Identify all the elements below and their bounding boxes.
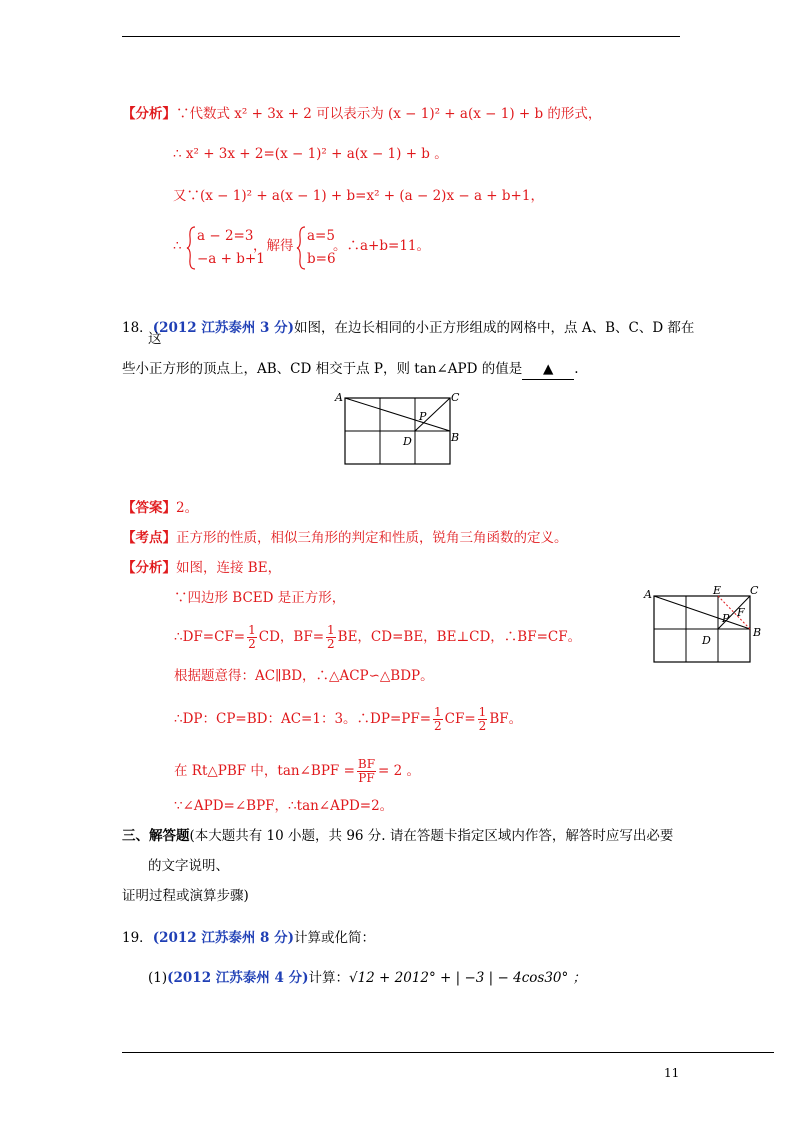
fig2-label-a: A xyxy=(644,588,652,601)
q17-therefore: ∴ xyxy=(173,238,182,254)
fraction-bf-pf: $\frac{BF}{PF}$ xyxy=(357,757,376,785)
section3-line2: 的文字说明、 xyxy=(148,858,229,874)
analysis-line6: 在 Rt△PBF 中，tan∠BPF = $\frac{BF}{PF}$ = 2 。 xyxy=(174,757,421,785)
analysis-line4: 根据题意得：AC∥BD，∴△ACP∽△BDP。 xyxy=(174,668,434,684)
fig-label-p: P xyxy=(419,410,427,423)
q17-conclusion: 。∴a+b=11。 xyxy=(333,238,430,254)
answer-tag: 【答案】 xyxy=(122,500,176,516)
analysis-line3: ∴DF=CF= $\frac{1}{2}$ CD，BF= $\frac{1}{2}$ BE，CD=BE，BE⊥CD，∴BF=CF。 xyxy=(174,623,582,651)
q18-grid-figure xyxy=(333,390,461,470)
section3-line1: 三、解答题(本大题共有 10 小题，共 96 分. 请在答题卡指定区域内作答，解答时应写出必要 xyxy=(122,828,674,844)
q19-sub1-source: (2012 江苏泰州 4 分) xyxy=(167,970,309,986)
q19-sub1-expression: √12 + 2012° + | −3 | − 4cos30° ； xyxy=(348,970,587,986)
fraction-half: $\frac{1}{2}$ xyxy=(434,705,442,733)
fig-label-c: C xyxy=(451,391,460,404)
q17-system1-eq1: a − 2=3 xyxy=(197,228,254,244)
fig2-label-c: C xyxy=(750,584,759,597)
fig-label-a: A xyxy=(335,391,343,404)
q17-system2-eq2: b=6 xyxy=(307,251,336,267)
fig2-label-b: B xyxy=(753,626,762,639)
fig-label-b: B xyxy=(451,431,460,444)
fig2-label-d: D xyxy=(702,634,711,647)
q17-system2-eq1: a=5 xyxy=(307,228,335,244)
q17-brace-right xyxy=(296,226,306,270)
analysis-grid-figure xyxy=(642,582,772,668)
q19-source: (2012 江苏泰州 8 分) xyxy=(152,930,295,946)
kaodian-tag: 【考点】 xyxy=(122,530,176,546)
fig2-label-e: E xyxy=(713,584,722,597)
fraction-half: $\frac{1}{2}$ xyxy=(327,623,335,651)
analysis-tag: 【分析】 xyxy=(122,560,176,576)
analysis-line7: ∵∠APD=∠BPF，∴tan∠APD=2。 xyxy=(174,798,394,814)
fig2-label-f: F xyxy=(737,606,745,619)
fraction-half: $\frac{1}{2}$ xyxy=(478,705,487,733)
fig-label-d: D xyxy=(403,435,412,448)
q17-analysis-line3: 又∵(x − 1)² + a(x − 1) + b=x² + (a − 2)x − a + b+1， xyxy=(173,188,544,204)
fig2-label-p: P xyxy=(722,612,730,625)
q19-line: 19．(2012 江苏泰州 8 分)计算或化简： xyxy=(122,930,376,946)
q17-analysis-tag: 【分析】 xyxy=(122,106,176,122)
section3-title: 三、解答题 xyxy=(122,828,190,844)
q17-analysis-line2: ∴ x² + 3x + 2=(x − 1)² + a(x − 1) + b 。 xyxy=(173,146,448,162)
answer-line: 【答案】2。 xyxy=(122,500,199,516)
q17-brace-left xyxy=(186,226,196,270)
q19-sub1-line: (1)(2012 江苏泰州 4 分)计算：√12 + 2012° + | −3 | − 4cos30° ； xyxy=(148,970,587,986)
q17-system1-eq2: −a + b+1 xyxy=(197,251,265,267)
kaodian-line: 【考点】正方形的性质，相似三角形的判定和性质，锐角三角函数的定义。 xyxy=(122,530,568,546)
answer-blank: ▲ xyxy=(522,359,574,380)
q17-solve: ，解得 xyxy=(253,238,294,254)
analysis-line2: ∵四边形 BCED 是正方形， xyxy=(174,590,346,606)
analysis-line1: 【分析】如图，连接 BE， xyxy=(122,560,282,576)
q17-analysis-line1: 【分析】∵代数式 x² + 3x + 2 可以表示为 (x − 1)² + a(x − 1) + b 的形式， xyxy=(122,106,602,122)
footer-rule xyxy=(122,1052,774,1053)
q18-question-line1: 18．(2012 江苏泰州 3 分)如图，在边长相同的小正方形组成的网格中，点 A、B、C、D 都在 xyxy=(122,320,695,336)
q18-source: (2012 江苏泰州 3 分) xyxy=(152,320,295,336)
section3-line3: 证明过程或演算步骤) xyxy=(122,888,249,904)
fraction-half: $\frac{1}{2}$ xyxy=(248,623,256,651)
header-rule xyxy=(122,36,680,37)
page-number: 11 xyxy=(664,1066,680,1080)
analysis-line5: ∴DP：CP=BD：AC=1：3。∴DP=PF= $\frac{1}{2}$ CF= $\frac{1}{2}$ BF。 xyxy=(174,705,523,733)
q18-question-line1b: 这 xyxy=(148,331,162,347)
q18-question-line2: 些小正方形的顶点上，AB、CD 相交于点 P，则 tan∠APD 的值是 ▲ . xyxy=(122,359,579,380)
